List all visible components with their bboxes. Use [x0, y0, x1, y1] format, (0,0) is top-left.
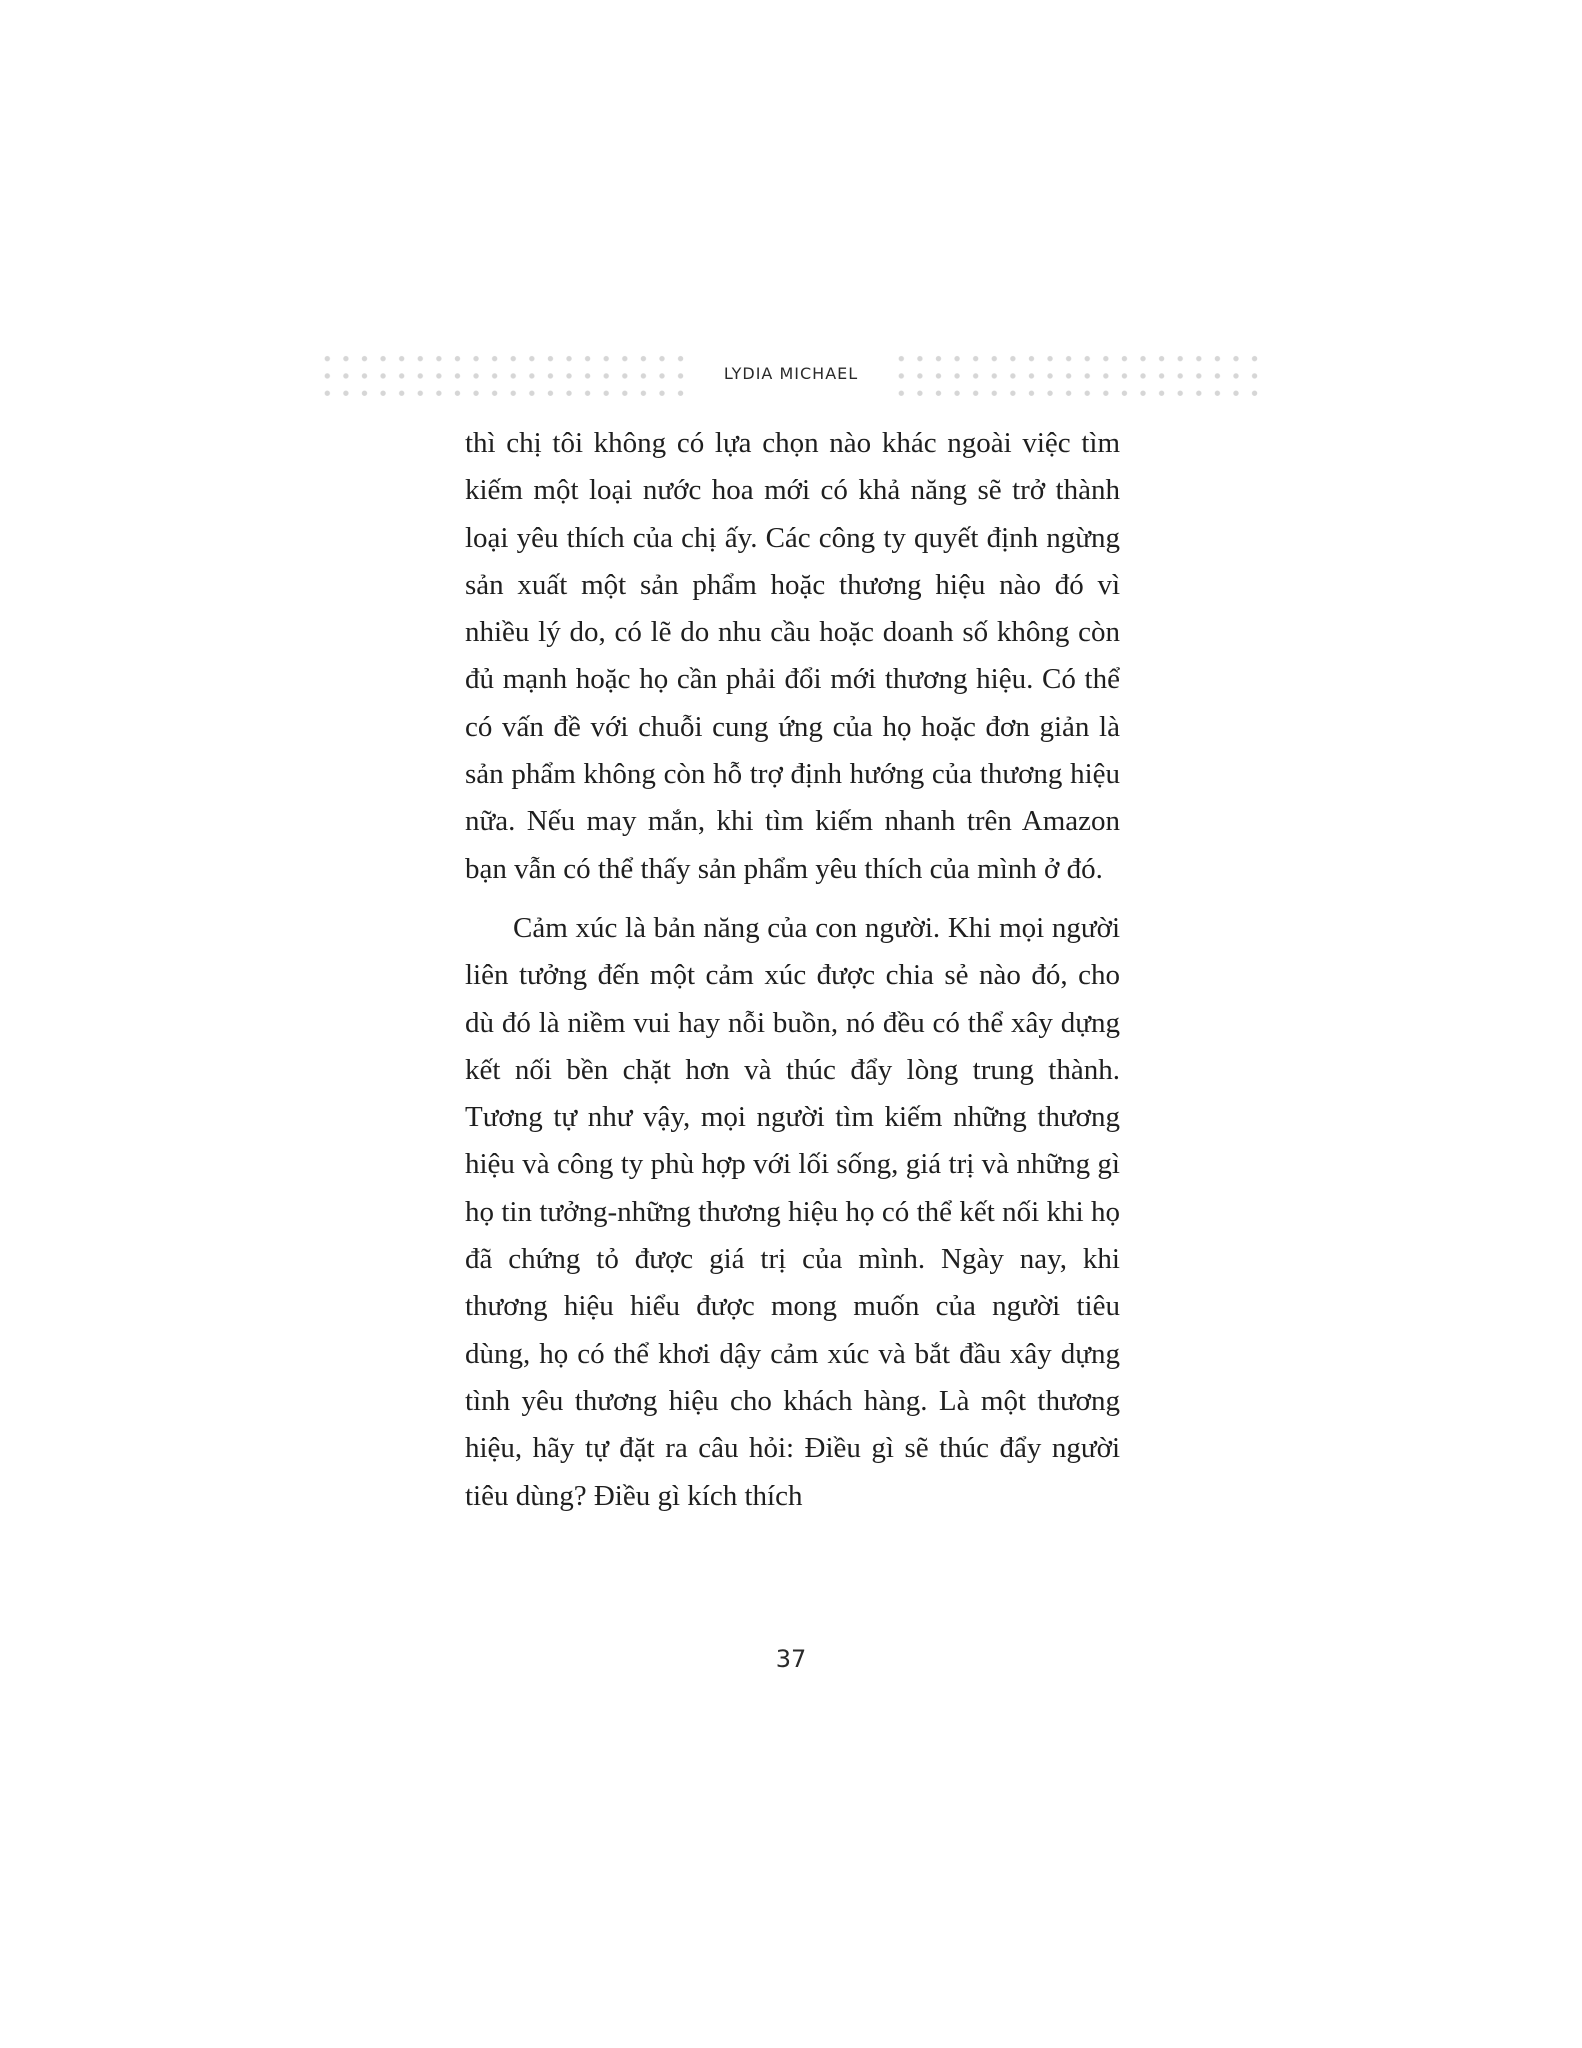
paragraph-2: Cảm xúc là bản năng của con người. Khi mọi người liên tưởng đến một cảm xúc được chia sẻ nào đó, cho dù đó là niềm vui hay nỗi buồn, nó đều có thể xây dựng kết nối bền chặt hơn và thúc đẩy lòng trung thành. Tương tự như vậy, mọi người tìm kiếm những thương hiệu và công ty phù hợp với lối sống, giá trị và những gì họ tin tưởng-những thương hiệu họ có thể kết nối khi họ đã chứng tỏ được giá trị của mình. Ngày nay, khi thương hiệu hiểu được mong muốn của người tiêu dùng, họ có thể khơi dậy cảm xúc và bắt đầu xây dựng tình yêu thương hiệu cho khách hàng. Là một thương hiệu, hãy tự đặt ra câu hỏi: Điều gì sẽ thúc đẩy người tiêu dùng? Điều gì kích thích [465, 911, 1120, 1512]
page-number: 37 [775, 1645, 807, 1673]
dot-pattern-right [892, 350, 1264, 402]
paragraph-1: thì chị tôi không có lựa chọn nào khác ngoài việc tìm kiếm một loại nước hoa mới có khả năng sẽ trở thành loại yêu thích của chị ấy. Các công ty quyết định ngừng sản xuất một sản phẩm hoặc thương hiệu nào đó vì nhiều lý do, có lẽ do nhu cầu hoặc doanh số không còn đủ mạnh hoặc họ cần phải đổi mới thương hiệu. Có thể có vấn đề với chuỗi cung ứng của họ hoặc đơn giản là sản phẩm không còn hỗ trợ định hướng của thương hiệu nữa. Nếu may mắn, khi tìm kiếm nhanh trên Amazon bạn vẫn có thể thấy sản phẩm yêu thích của mình ở đó. [465, 427, 1120, 885]
dot-pattern-left [318, 350, 690, 402]
body-text [465, 420, 1120, 1520]
author-name: LYDIA MICHAEL [723, 364, 859, 383]
running-header [318, 350, 1264, 402]
